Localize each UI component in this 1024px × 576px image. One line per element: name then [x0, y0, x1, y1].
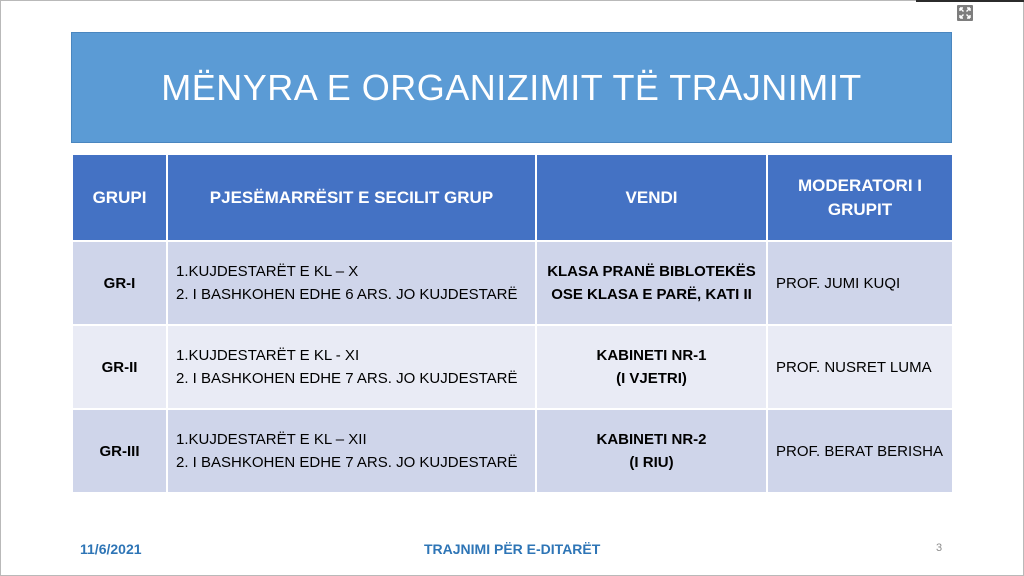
group-cell: GR-I [72, 241, 167, 325]
page-number: 3 [936, 542, 943, 554]
moderator-cell: PROF. JUMI KUQI [767, 241, 953, 325]
table-row [72, 325, 953, 409]
window-edge [916, 0, 1024, 2]
moderator-cell: PROF. BERAT BERISHA [767, 409, 953, 493]
place-cell: KABINETI NR-1 (I VJETRI) [536, 325, 767, 409]
place-cell: KLASA PRANË BIBLOTEKËS OSE KLASA E PARË, KATI II [536, 241, 767, 325]
place-cell: KABINETI NR-2 (I RIU) [536, 409, 767, 493]
header-place: VENDI [536, 154, 767, 241]
participants-cell: 1.KUJDESTARËT E KL - XI 2. I BASHKOHEN EDHE 7 ARS. JO KUJDESTARË [167, 325, 536, 409]
table-row [72, 241, 953, 325]
group-cell: GR-II [72, 325, 167, 409]
moderator-cell: PROF. NUSRET LUMA [767, 325, 953, 409]
slide-title-box [71, 32, 952, 143]
group-cell: GR-III [72, 409, 167, 493]
participants-cell: 1.KUJDESTARËT E KL – X 2. I BASHKOHEN EDHE 6 ARS. JO KUJDESTARË [167, 241, 536, 325]
footer-title: TRAJNIMI PËR E-DITARËT [424, 541, 601, 557]
organization-table [71, 153, 954, 494]
slide-title: MËNYRA E ORGANIZIMIT TË TRAJNIMIT [161, 66, 862, 108]
header-moderator: MODERATORI I GRUPIT [767, 154, 953, 241]
fullscreen-button[interactable] [957, 5, 973, 21]
table-header-row [72, 154, 953, 241]
header-participants: PJESËMARRËSIT E SECILIT GRUP [167, 154, 536, 241]
fullscreen-icon [959, 7, 971, 19]
header-group: GRUPI [72, 154, 167, 241]
table-row [72, 409, 953, 493]
footer-date: 11/6/2021 [80, 541, 142, 557]
participants-cell: 1.KUJDESTARËT E KL – XII 2. I BASHKOHEN EDHE 7 ARS. JO KUJDESTARË [167, 409, 536, 493]
